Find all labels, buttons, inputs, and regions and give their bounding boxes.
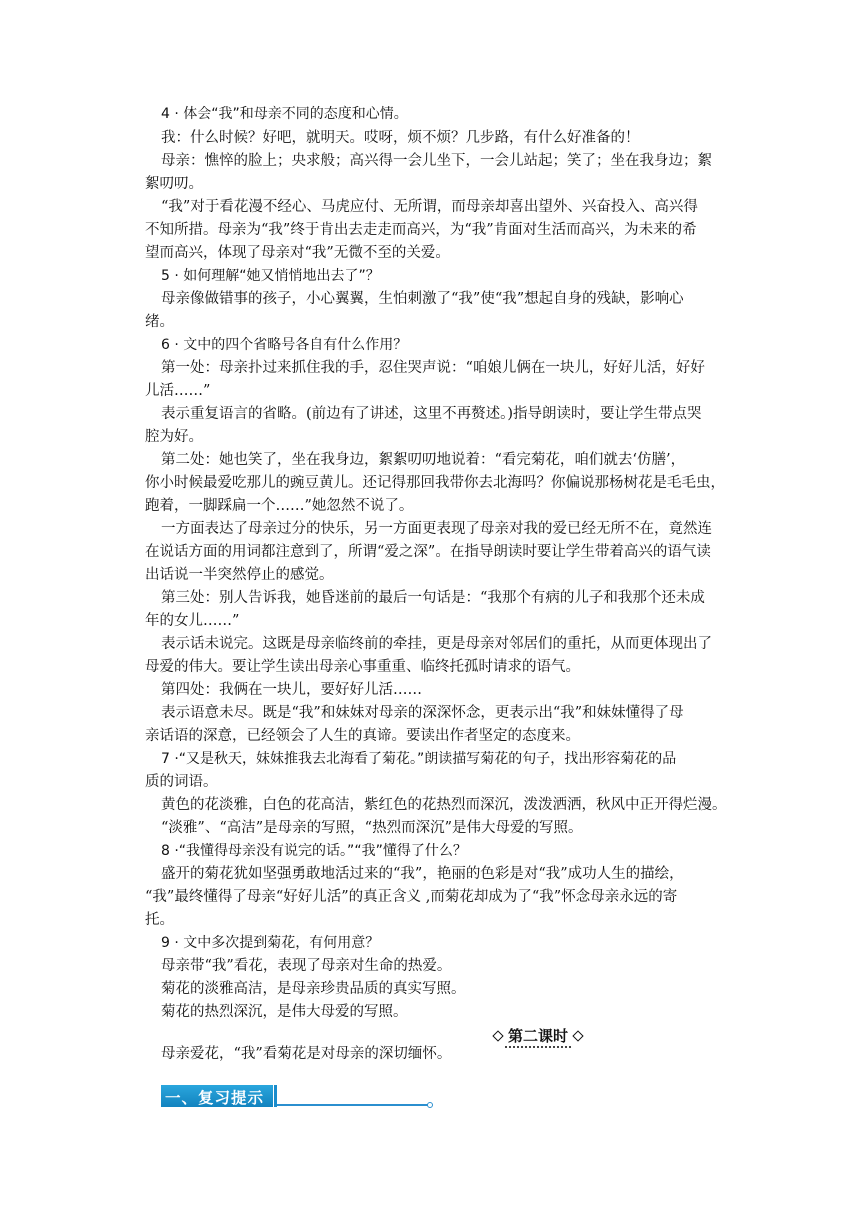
question-8: 8 ·“我懂得母亲没有说完的话。”“我”懂得了什么？ <box>161 843 467 859</box>
answer-line: 母爱的伟大。要让学生读出母亲心事重重、临终托孤时请求的语气。 <box>145 659 580 675</box>
answer-line: 你小时候最爱吃那儿的豌豆黄儿。还记得那回我带你去北海吗？你偏说那杨树花是毛毛虫， <box>145 475 725 491</box>
answer-line: 母亲爱花，“我”看菊花是对母亲的深切缅怀。 <box>161 1046 452 1062</box>
answer-line: “我”对于看花漫不经心、马虎应付、无所谓，而母亲却喜出望外、兴奋投入、高兴得 <box>161 199 698 215</box>
answer-line: 表示话未说完。这既是母亲临终前的牵挂，更是母亲对邻居们的重托，从而更体现出了 <box>161 636 712 652</box>
section-heading-text: 一、复习提示 <box>165 1089 265 1107</box>
answer-line: 黄色的花淡雅，白色的花高洁，紫红色的花热烈而深沉，泼泼洒洒，秋风中正开得烂漫。 <box>161 797 727 813</box>
section-heading-underline <box>277 1104 429 1106</box>
answer-line: 母亲：憔悴的脸上；央求般；高兴得一会儿坐下，一会儿站起；笑了；坐在我身边；絮 <box>161 153 712 169</box>
answer-line: 第二处：她也笑了，坐在我身边，絮絮叨叨地说着：“看完菊花，咱们就去‘仿膳’， <box>161 452 686 468</box>
answer-line: 望而高兴，体现了母亲对“我”无微不至的关爱。 <box>145 245 450 261</box>
answer-line: 跑着，一脚踩扁一个……”她忽然不说了。 <box>145 498 414 514</box>
answer-line: 质的词语。 <box>145 774 218 790</box>
answer-line: 母亲带“我”看花，表现了母亲对生命的热爱。 <box>161 958 452 974</box>
answer-line: 绪。 <box>145 314 174 330</box>
lesson-heading <box>494 1026 582 1046</box>
answer-line: “我”最终懂得了母亲“好好儿活”的真正含义 ,而菊花却成为了“我”怀念母亲永远的寄 <box>145 889 678 905</box>
section-heading <box>161 1085 429 1107</box>
answer-line: 托。 <box>145 912 174 928</box>
answer-line: 一方面表达了母亲过分的快乐，另一方面更表现了母亲对我的爱已经无所不在，竟然连 <box>161 521 712 537</box>
answer-line: 我：什么时候？好吧，就明天。哎呀，烦不烦？几步路，有什么好准备的！ <box>161 130 640 146</box>
answer-line: 菊花的淡雅高洁，是母亲珍贵品质的真实写照。 <box>161 981 466 997</box>
answer-line: 腔为好。 <box>145 429 203 445</box>
diamond-ornament-icon <box>492 1030 503 1041</box>
answer-line: 在说话方面的用词都注意到了，所谓“爱之深”。在指导朗读时要让学生带着高兴的语气读 <box>145 544 711 560</box>
question-7: 7 ·“又是秋天，妹妹推我去北海看了菊花。”朗读描写菊花的句子，找出形容菊花的品 <box>161 751 677 767</box>
answer-line: 母亲像做错事的孩子，小心翼翼，生怕刺激了“我”使“我”想起自身的残缺，影响心 <box>161 291 684 307</box>
answer-line: 出话说一半突然停止的感觉。 <box>145 567 334 583</box>
answer-line: 絮叨叨。 <box>145 176 203 192</box>
answer-line: 菊花的热烈深沉，是伟大母爱的写照。 <box>161 1004 408 1020</box>
answer-line: 盛开的菊花犹如坚强勇敢地活过来的“我”，艳丽的色彩是对“我”成功人生的描绘， <box>161 866 684 882</box>
diamond-ornament-icon <box>572 1030 583 1041</box>
question-5: 5 · 如何理解“她又悄悄地出去了”？ <box>161 268 380 284</box>
answer-line: 儿活……” <box>145 383 211 399</box>
answer-line: 第三处：别人告诉我，她昏迷前的最后一句话是：“我那个有病的儿子和我那个还未成 <box>161 590 705 606</box>
answer-line: 不知所措。母亲为“我”终于肯出去走走而高兴，为“我”肯面对生活而高兴，为未来的希 <box>145 222 697 238</box>
answer-line: 表示语意未尽。既是“我”和妹妹对母亲的深深怀念，更表示出“我”和妹妹懂得了母 <box>161 705 684 721</box>
answer-line: 年的女儿……” <box>145 613 240 629</box>
question-9: 9 · 文中多次提到菊花，有何用意？ <box>161 935 380 951</box>
answer-line: 亲话语的深意，已经领会了人生的真谛。要读出作者坚定的态度来。 <box>145 728 580 744</box>
answer-line: 第一处：母亲扑过来抓住我的手，忍住哭声说：“咱娘儿俩在一块儿，好好儿活，好好 <box>161 360 705 376</box>
answer-line: “淡雅”、“高洁”是母亲的写照，“热烈而深沉”是伟大母爱的写照。 <box>161 820 583 836</box>
section-heading-end-dot-icon <box>427 1102 433 1108</box>
question-4: 4 · 体会“我”和母亲不同的态度和心情。 <box>161 106 408 122</box>
lesson-heading-text: 第二课时 <box>505 1025 571 1048</box>
answer-line: 第四处：我俩在一块儿，要好好儿活…… <box>161 682 422 698</box>
answer-line: 表示重复语言的省略。(前边有了讲述，这里不再赘述。)指导朗读时，要让学生带点哭 <box>161 406 702 422</box>
question-6: 6 · 文中的四个省略号各自有什么作用？ <box>161 337 408 353</box>
